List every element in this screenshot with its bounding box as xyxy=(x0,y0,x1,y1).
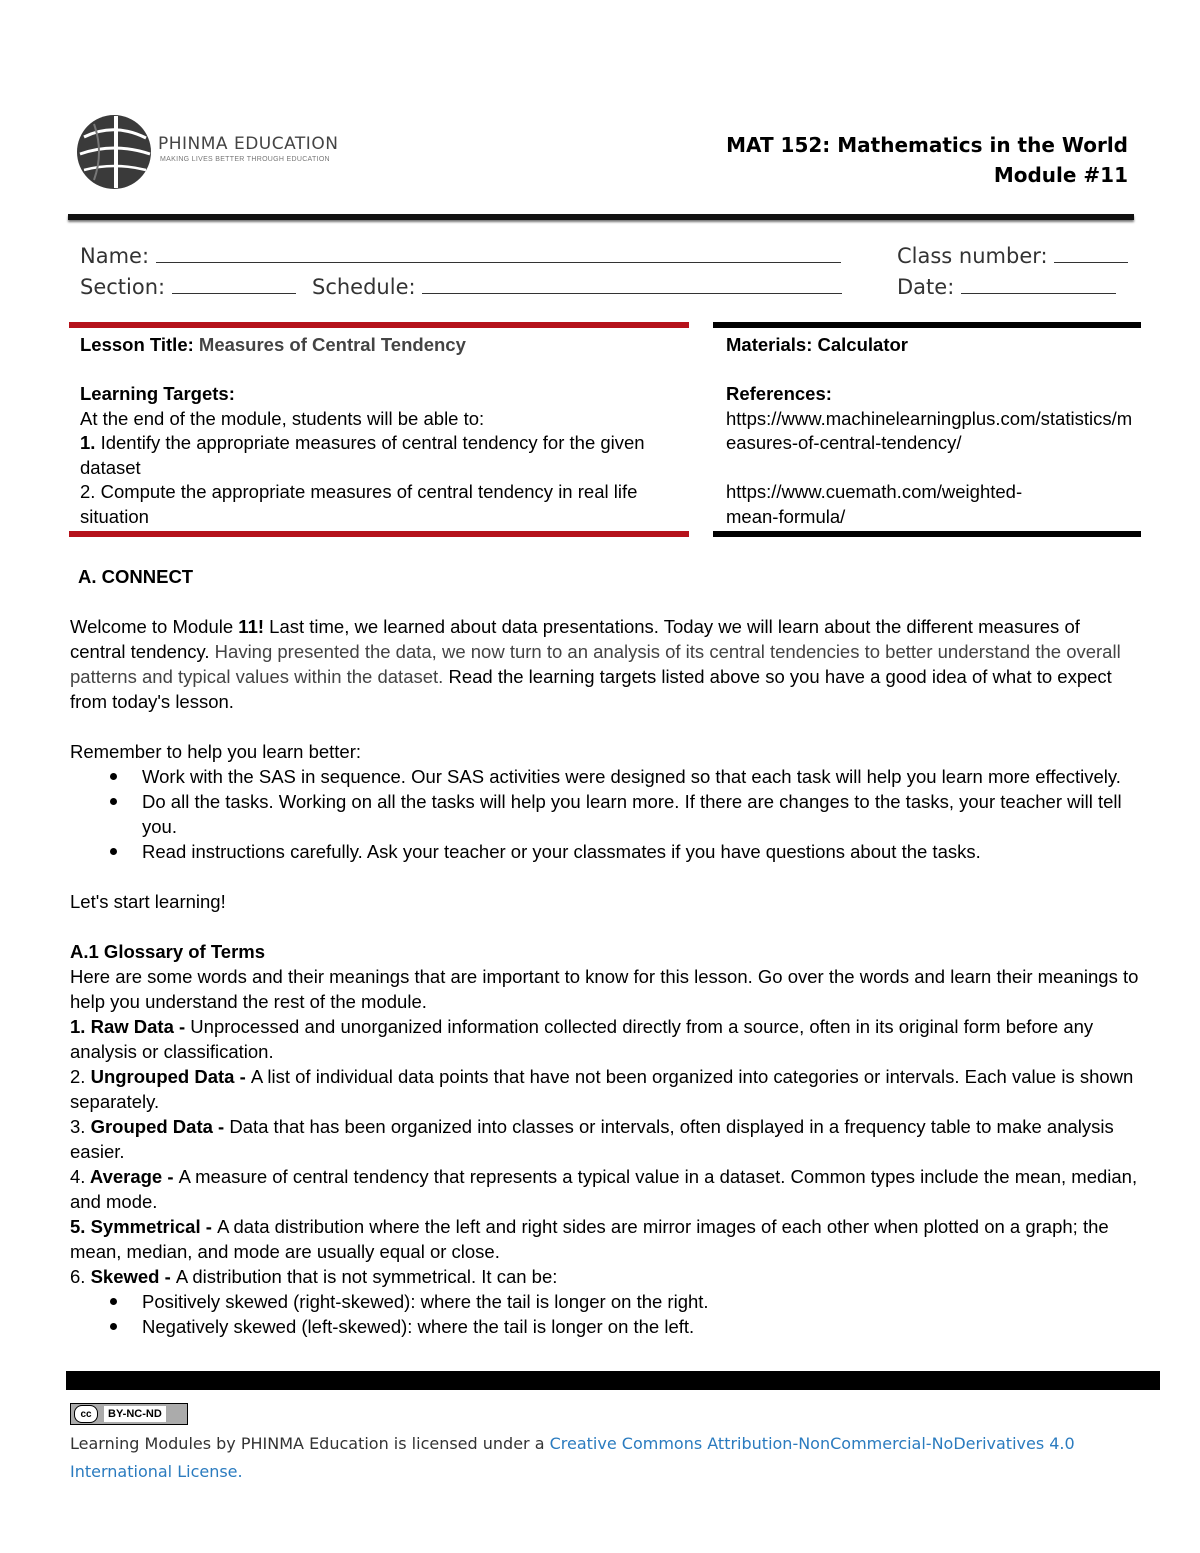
cc-license-badge[interactable] xyxy=(70,1403,188,1425)
materials-label: Materials: Calculator xyxy=(726,334,908,355)
connect-heading: A. CONNECT xyxy=(78,566,194,587)
class-number-input-line[interactable] xyxy=(1054,242,1128,263)
class-number-field[interactable] xyxy=(897,242,1128,268)
glossary-term: 4. Average - A measure of central tendency that represents a typical value in a dataset. Common types include the mean, median, and mode. xyxy=(70,1166,1138,1212)
module-number: Module #11 xyxy=(993,163,1128,187)
references-label: References: xyxy=(726,383,832,404)
lesson-panel xyxy=(80,333,680,529)
materials-top-bar xyxy=(713,322,1141,328)
license-link[interactable]: Creative Commons Attribution-NonCommercial-NoDerivatives 4.0 International License xyxy=(70,1434,1075,1481)
lesson-bottom-bar xyxy=(69,531,689,537)
tip-item: Do all the tasks. Working on all the tasks will help you learn more. If there are changes to the tasks, your teacher will tell you. xyxy=(70,789,1140,839)
learning-targets-intro: At the end of the module, students will be able to: xyxy=(80,407,485,429)
course-title: MAT 152: Mathematics in the World xyxy=(726,133,1128,157)
class-number-label: Class number: xyxy=(897,244,1048,268)
schedule-field[interactable] xyxy=(312,273,842,299)
schedule-label: Schedule: xyxy=(312,275,416,299)
learning-targets-label: Learning Targets: xyxy=(80,383,235,404)
tip-item: Work with the SAS in sequence. Our SAS activities were designed so that each task will help you learn more effectively. xyxy=(70,764,1140,789)
date-input-line[interactable] xyxy=(961,273,1116,294)
header-title xyxy=(726,130,1128,190)
date-field[interactable] xyxy=(897,273,1116,299)
glossary-term: 3. Grouped Data - Data that has been organized into classes or intervals, often displayed in a frequency table to make analysis easier. xyxy=(70,1116,1114,1162)
phinma-logo xyxy=(74,112,354,192)
glossary-term: 1. Raw Data - Unprocessed and unorganized information collected directly from a source, often in its original form before any analysis or classification. xyxy=(70,1016,1094,1062)
reference-link-2[interactable]: https://www.cuemath.com/weighted-mean-formula/ xyxy=(726,481,1023,527)
date-label: Date: xyxy=(897,275,955,299)
cc-label: BY-NC-ND xyxy=(104,1406,166,1422)
welcome-paragraph: Welcome to Module 11! Last time, we learned about data presentations. Today we will learn about the different measures of central tendency. Having presented the data, we now turn to an analysis of its central tendencies to better understand the overall patterns and typical values within the dataset. Read the learning targets listed above so you have a good idea of what to expect from today's lesson. xyxy=(70,616,1121,712)
section-label: Section: xyxy=(80,275,166,299)
glossary-term: 6. Skewed - A distribution that is not symmetrical. It can be: xyxy=(70,1266,558,1287)
materials-bottom-bar xyxy=(713,531,1141,537)
skew-type-item: Negatively skewed (left-skewed): where the tail is longer on the left. xyxy=(70,1314,1140,1339)
materials-panel xyxy=(726,333,1134,529)
learning-target-1: 1. Identify the appropriate measures of central tendency for the given dataset xyxy=(80,432,645,478)
remember-label: Remember to help you learn better: xyxy=(70,741,362,762)
name-field[interactable] xyxy=(80,242,841,268)
reference-link-1[interactable]: https://www.machinelearningplus.com/statistics/measures-of-central-tendency/ xyxy=(726,407,1133,453)
schedule-input-line[interactable] xyxy=(422,273,842,294)
learning-target-2: 2. Compute the appropriate measures of central tendency in real life situation xyxy=(80,481,638,527)
cc-icon: cc xyxy=(74,1405,98,1423)
license-text: Learning Modules by PHINMA Education is licensed under a Creative Commons Attribution-NonCommercial-NoDerivatives 4.0 International License. xyxy=(70,1434,1075,1481)
name-input-line[interactable] xyxy=(156,242,841,263)
section-input-line[interactable] xyxy=(172,273,296,294)
header-divider xyxy=(68,214,1134,220)
lesson-title: Lesson Title: Measures of Central Tendency xyxy=(80,334,466,355)
name-label: Name: xyxy=(80,244,150,268)
glossary-intro: Here are some words and their meanings that are important to know for this lesson. Go over the words and learn their meanings to help you understand the rest of the module. xyxy=(70,966,1139,1012)
logo-name: PHINMA EDUCATION xyxy=(158,134,339,154)
logo-tagline: MAKING LIVES BETTER THROUGH EDUCATION xyxy=(160,156,330,163)
glossary-term: 2. Ungrouped Data - A list of individual data points that have not been organized into categories or intervals. Each value is shown separately. xyxy=(70,1066,1134,1112)
section-field[interactable] xyxy=(80,273,296,299)
start-learning: Let's start learning! xyxy=(70,891,226,912)
footer-bar xyxy=(66,1371,1160,1390)
tip-item: Read instructions carefully. Ask your teacher or your classmates if you have questions about the tasks. xyxy=(70,839,1140,864)
glossary-heading: A.1 Glossary of Terms xyxy=(70,941,266,962)
connect-section xyxy=(70,564,1140,1339)
lesson-top-bar xyxy=(69,322,689,328)
glossary-term: 5. Symmetrical - A data distribution where the left and right sides are mirror images of each other when plotted on a graph; the mean, median, and mode are usually equal or close. xyxy=(70,1216,1109,1262)
lesson-title-value: Measures of Central Tendency xyxy=(198,334,466,355)
skew-type-item: Positively skewed (right-skewed): where the tail is longer on the right. xyxy=(70,1289,1140,1314)
